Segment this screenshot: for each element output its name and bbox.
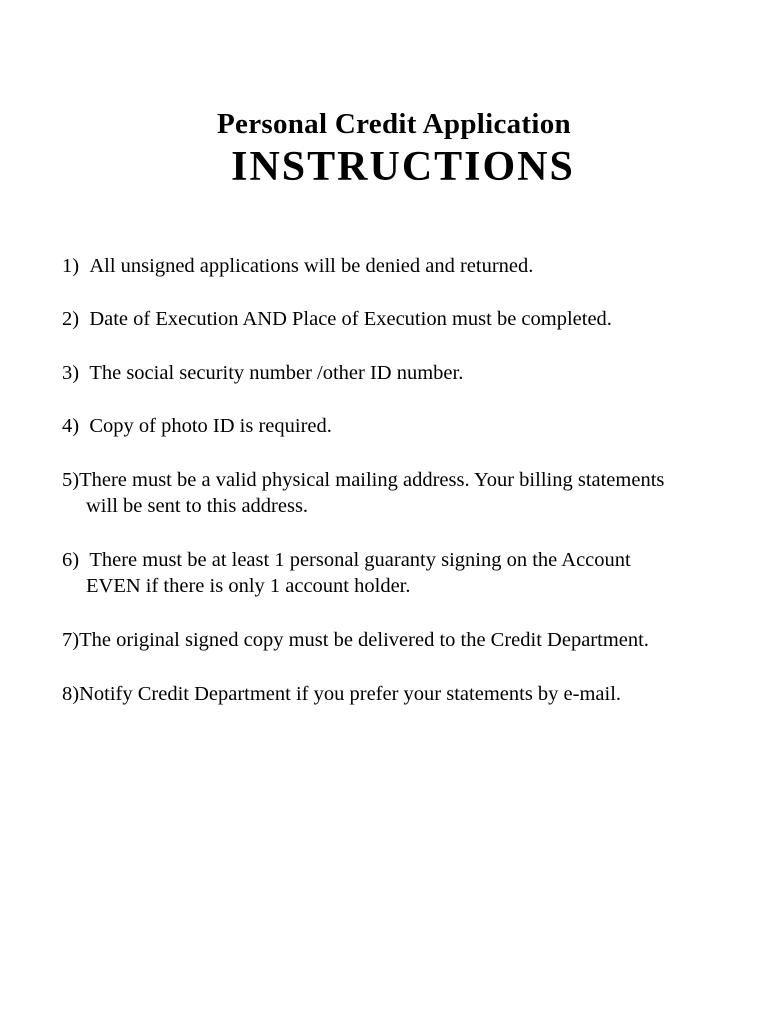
item-number: 1)	[62, 255, 80, 277]
instruction-item-1	[62, 253, 762, 279]
item-text: The social security number /other ID number.	[89, 362, 464, 384]
item-text: All unsigned applications will be denied and returned.	[89, 255, 534, 277]
item-number: 3)	[62, 362, 80, 384]
item-text: There must be a valid physical mailing address. Your billing statements	[79, 469, 665, 491]
document-title: Personal Credit Application	[217, 108, 571, 140]
item-number: 5)	[62, 469, 80, 491]
item-text-continued: EVEN if there is only 1 account holder.	[86, 575, 411, 597]
instruction-item-7	[62, 627, 762, 653]
item-number: 2)	[62, 308, 80, 330]
item-number: 7)	[62, 629, 80, 651]
item-number: 8)	[62, 683, 80, 705]
document-subtitle: INSTRUCTIONS	[231, 144, 575, 190]
item-number: 6)	[62, 549, 80, 571]
instruction-item-8	[62, 681, 762, 707]
item-text-continued: will be sent to this address.	[86, 495, 309, 517]
instruction-item-6	[62, 547, 762, 599]
item-number: 4)	[62, 415, 80, 437]
instruction-item-5	[62, 467, 762, 519]
item-text: The original signed copy must be delivered to the Credit Department.	[79, 629, 649, 651]
item-text: Copy of photo ID is required.	[89, 415, 332, 437]
instruction-item-3	[62, 360, 762, 386]
item-text: Date of Execution AND Place of Execution must be completed.	[89, 308, 612, 330]
item-text: There must be at least 1 personal guaranty signing on the Account	[89, 549, 631, 571]
instruction-item-2	[62, 306, 762, 332]
instruction-item-4	[62, 413, 762, 439]
item-text: Notify Credit Department if you prefer your statements by e-mail.	[79, 683, 622, 705]
